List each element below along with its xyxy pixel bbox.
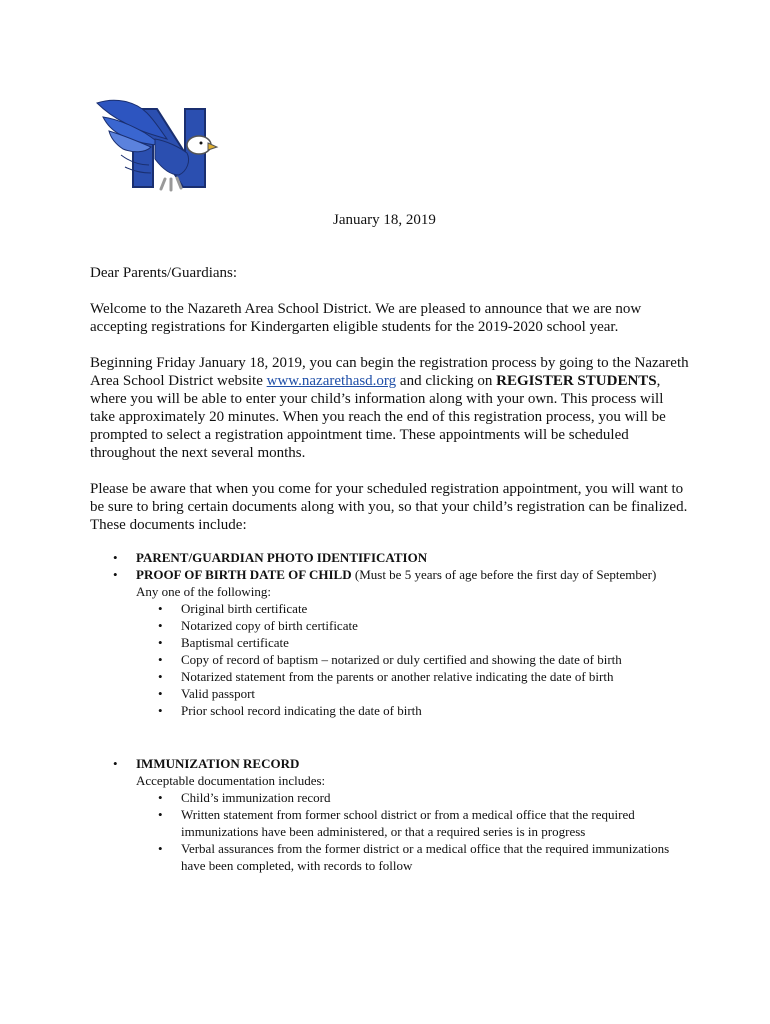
birth-item-text: Copy of record of baptism – notarized or duly certified and showing the date of birth xyxy=(181,652,622,667)
bullet-icon: • xyxy=(158,652,163,667)
list-item-immunization xyxy=(90,755,690,772)
p2-text-c: , where you will be able to enter your child’s information along with your own. This process will take approximately 20 minutes. When you reach the end of this registration process, you will be prompted to select a registration appointment time. These appointments will be scheduled throughout the next several months. xyxy=(90,373,666,461)
bullet-icon: • xyxy=(113,567,118,582)
salutation: Dear Parents/Guardians: xyxy=(90,265,238,281)
birth-proof-title: PROOF OF BIRTH DATE OF CHILD xyxy=(136,567,352,582)
letter-date: January 18, 2019 xyxy=(333,212,436,228)
bullet-icon: • xyxy=(158,807,163,822)
birth-item-text: Prior school record indicating the date of birth xyxy=(181,703,422,718)
birth-item-text: Valid passport xyxy=(181,686,256,701)
register-students-label: REGISTER STUDENTS xyxy=(496,373,657,389)
list-item xyxy=(90,651,690,668)
district-website-link[interactable]: www.nazarethasd.org xyxy=(266,373,397,389)
paragraph-registration xyxy=(90,354,690,462)
bullet-icon: • xyxy=(158,841,163,856)
list-item xyxy=(90,840,690,874)
bullet-icon: • xyxy=(158,601,163,616)
list-item xyxy=(90,600,690,617)
bullet-icon: • xyxy=(158,635,163,650)
list-item-photo-id xyxy=(90,549,690,566)
immunization-intro: Acceptable documentation includes: xyxy=(136,773,326,788)
immunization-list xyxy=(90,755,690,874)
list-item xyxy=(90,789,690,806)
birth-item-text: Baptismal certificate xyxy=(181,635,289,650)
bullet-icon: • xyxy=(158,790,163,805)
list-item xyxy=(90,702,690,719)
bullet-icon: • xyxy=(113,550,118,565)
list-item xyxy=(90,668,690,685)
birth-item-text: Notarized copy of birth certificate xyxy=(181,618,358,633)
bullet-icon: • xyxy=(113,756,118,771)
birth-proof-note: (Must be 5 years of age before the first day of September) xyxy=(351,567,657,582)
list-item xyxy=(90,634,690,651)
eagle-n-logo-icon xyxy=(95,95,220,195)
bullet-icon: • xyxy=(158,703,163,718)
imm-item-text: Child’s immunization record xyxy=(181,790,331,805)
list-item xyxy=(90,685,690,702)
immunization-title: IMMUNIZATION RECORD xyxy=(136,756,300,771)
birth-proof-intro: Any one of the following: xyxy=(136,584,272,599)
p2-text-b: and clicking on xyxy=(396,373,497,389)
birth-item-text: Original birth certificate xyxy=(181,601,308,616)
p2-text-a: Beginning Friday January 18, 2019, you can begin the registration process by going to the Nazareth Area School District website xyxy=(90,355,689,389)
list-item-birth-proof xyxy=(90,566,690,583)
imm-item-text: Verbal assurances from the former district or a medical office that the required immunizations have been completed, with records to follow xyxy=(181,841,670,873)
bullet-icon: • xyxy=(158,618,163,633)
paragraph-documents: Please be aware that when you come for your scheduled registration appointment, you will want to be sure to bring certain documents along with you, so that your child’s registration can be finalized. These documents include: xyxy=(90,481,688,533)
documents-list xyxy=(90,549,690,719)
list-item xyxy=(90,806,690,840)
photo-id-title: PARENT/GUARDIAN PHOTO IDENTIFICATION xyxy=(136,550,428,565)
bullet-icon: • xyxy=(158,686,163,701)
imm-item-text: Written statement from former school district or from a medical office that the required immunizations have been administered, or that a required series is in progress xyxy=(181,807,635,839)
paragraph-welcome: Welcome to the Nazareth Area School District. We are pleased to announce that we are now accepting registrations for Kindergarten eligible students for the 2019-2020 school year. xyxy=(90,301,642,335)
birth-item-text: Notarized statement from the parents or another relative indicating the date of birth xyxy=(181,669,614,684)
bullet-icon: • xyxy=(158,669,163,684)
list-item xyxy=(90,617,690,634)
district-logo xyxy=(95,95,220,195)
